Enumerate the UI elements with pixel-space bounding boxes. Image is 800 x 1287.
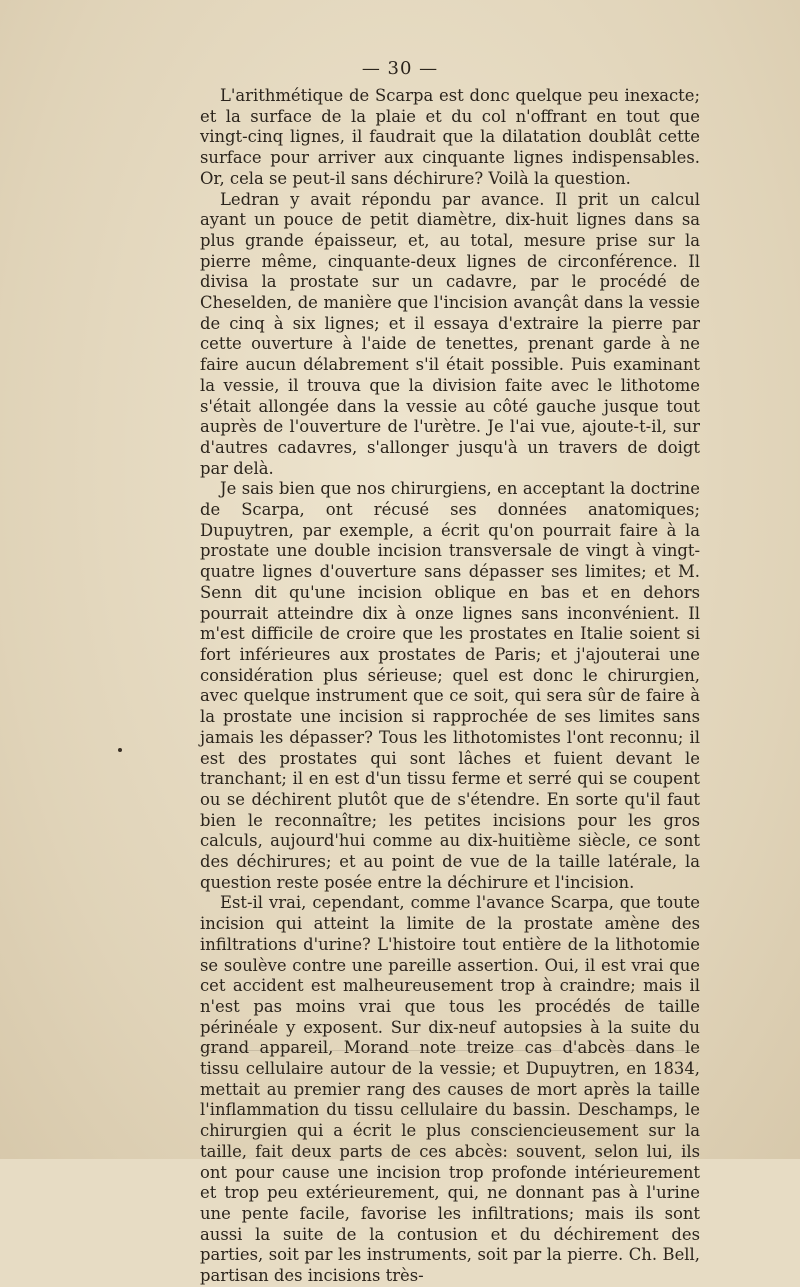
paragraph-1: L'arithmétique de Scarpa est donc quelque peu inexacte; et la surface de la plaie et du col n'offrant en tout que vingt-cinq lignes, il faudrait que la dilatation doublât cette surface pour arriver aux cinquante lignes indispensables. Or, cela se peut-il sans déchirure? Voilà la question.	[200, 86, 700, 188]
page-number: — 30 —	[361, 58, 439, 79]
body-text	[200, 86, 700, 1287]
margin-ink-spot	[118, 748, 122, 752]
paragraph-2: Ledran y avait répondu par avance. Il prit un calcul ayant un pouce de petit diamètre, dix-huit lignes dans sa plus grande épaisseur, et, au total, mesure prise sur la pierre même, cinquante-deux lignes de circonférence. Il divisa la prostate sur un cadavre, par le procédé de Cheselden, de manière que l'incision avançât dans la vessie de cinq à six lignes; et il essaya d'extraire la pierre par cette ouverture à l'aide de tenettes, prenant garde à ne faire aucun délabrement s'il était possible. Puis examinant la vessie, il trouva que la division faite avec le lithotome s'était allongée dans la vessie au côté gauche jusque tout auprès de l'ouverture de l'urètre. Je l'ai vue, ajoute-t-il, sur d'autres cadavres, s'allonger jusqu'à un travers de doigt par delà.	[200, 189, 700, 478]
paragraph-3: Je sais bien que nos chirurgiens, en acceptant la doctrine de Scarpa, ont récusé ses données anatomiques; Dupuytren, par exemple, a écrit qu'on pourrait faire à la prostate une double incision transversale de vingt à vingt-quatre lignes d'ouverture sans dépasser ses limites; et M. Senn dit qu'une incision oblique en bas et en dehors pourrait atteindre dix à onze lignes sans inconvénient. Il m'est difficile de croire que les prostates en Italie soient si fort inférieures aux prostates de Paris; et j'ajouterai une considération plus sérieuse; quel est donc le chirurgien, avec quelque instrument que ce soit, qui sera sûr de faire à la prostate une incision si rapprochée de ses limites sans jamais les dépasser? Tous les lithotomistes l'ont reconnu; il est des prostates qui sont lâches et fuient devant le tranchant; il en est d'un tissu ferme et serré qui se coupent ou se déchirent plutôt que de s'étendre. En sorte qu'il faut bien le reconnaître; les petites incisions pour les gros calculs, aujourd'hui comme au dix-huitième siècle, ce sont des déchirures; et au point de vue de la taille latérale, la question reste posée entre la déchirure et l'incision.	[200, 479, 700, 892]
paragraph-4: Est-il vrai, cependant, comme l'avance Scarpa, que toute incision qui atteint la limite de la prostate amène des infiltrations d'urine? L'histoire tout entière de la lithotomie se soulève contre une pareille assertion. Oui, il est vrai que cet accident est malheureusement trop à craindre; mais il n'est pas moins vrai que tous les procédés de taille périnéale y exposent. Sur dix-neuf autopsies à la suite du grand appareil, Morand note treize cas d'abcès dans le tissu cellulaire autour de la vessie; et Dupuytren, en 1834, mettait au premier rang des causes de mort après la taille l'inflammation du tissu cellulaire du bassin. Deschamps, le chirurgien qui a écrit le plus consciencieusement sur la taille, fait deux parts de ces abcès: souvent, selon lui, ils ont pour cause une incision trop profonde intérieurement et trop peu extérieurement, qui, ne donnant pas à l'urine une pente facile, favorise les infiltrations; mais ils sont aussi la suite de la contusion et du déchirement des parties, soit par les instruments, soit par la pierre. Ch. Bell, partisan des incisions très-	[200, 893, 700, 1286]
bleed-through-rule	[200, 1050, 700, 1051]
